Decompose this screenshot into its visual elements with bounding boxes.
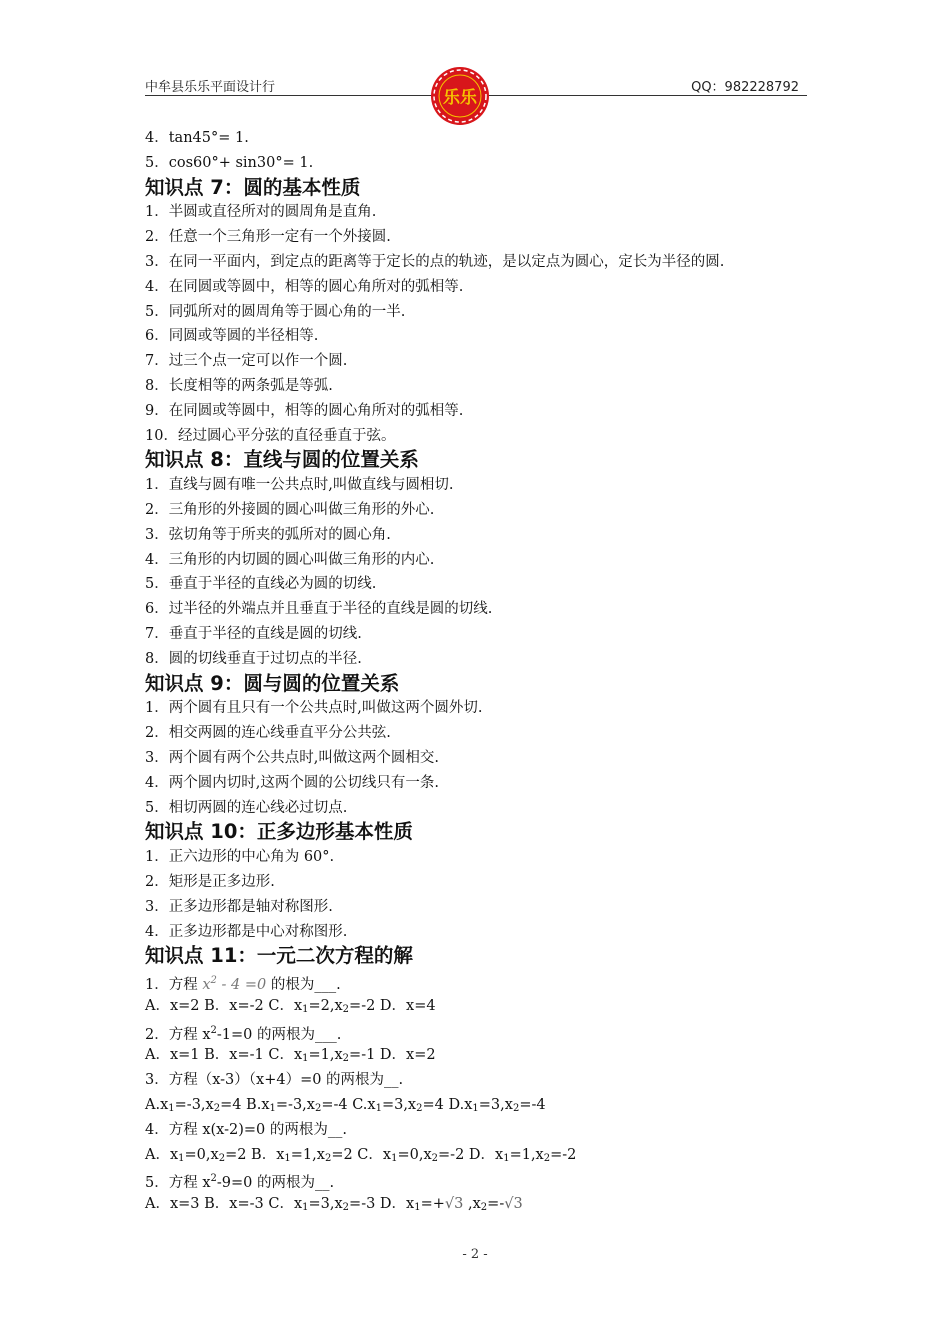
list-item: 4．在同圆或等圆中，相等的圆心角所对的弧相等. xyxy=(145,278,464,295)
list-item: 5．同弧所对的圆周角等于圆心角的一半. xyxy=(145,303,406,320)
list-item: 2．三角形的外接圆的圆心叫做三角形的外心. xyxy=(145,501,435,518)
list-item: 2．矩形是正多边形. xyxy=(145,873,275,890)
section-heading-9: 知识点 9：圆与圆的位置关系 xyxy=(145,671,400,695)
section-heading-8: 知识点 8：直线与圆的位置关系 xyxy=(145,448,419,472)
header-qq: QQ：982228792 xyxy=(691,80,799,95)
list-item: 3．在同一平面内，到定点的距离等于定长的点的轨迹，是以定点为圆心，定长为半径的圆. xyxy=(145,253,725,270)
list-item: 1．正六边形的中心角为 60°. xyxy=(145,849,335,866)
list-item: 7．垂直于半径的直线是圆的切线. xyxy=(145,625,362,642)
section-heading-7: 知识点 7：圆的基本性质 xyxy=(145,175,361,199)
text-line: 5．cos60°+ sin30°= 1. xyxy=(145,154,314,171)
list-item: 6．过半径的外端点并且垂直于半径的直线是圆的切线. xyxy=(145,601,493,618)
list-item: 1．两个圆有且只有一个公共点时,叫做这两个圆外切. xyxy=(145,700,483,717)
question-3-options: $A.x_1=-3,x_2=4$ $B.x_1=-3,x_2=-4$ $C.x_1=3,x_2=4$ $D.x_1=3,x_2=-4$ xyxy=(145,1097,546,1115)
question-4-options: A．$x_1=0,x_2=2$ B．$x_1=1,x_2=2$ C．$x_1=0,x_2=-2$ D．$x_1=1,x_2=-2$ xyxy=(145,1146,577,1164)
list-item: 8．长度相等的两条弧是等弧. xyxy=(145,377,333,394)
question-1: 1．方程 $x^2 - 4 =0$ 的根为___. xyxy=(145,975,341,994)
list-item: 3．弦切角等于所夹的弧所对的圆心角. xyxy=(145,526,391,543)
list-item: 10．经过圆心平分弦的直径垂直于弦。 xyxy=(145,427,396,444)
list-item: 1．直线与圆有唯一公共点时,叫做直线与圆相切. xyxy=(145,477,454,494)
question-5-options: A．x=3 B．x=-3 C．$x_1=3,x_2=-3$ D．$x_1=+√3$ $,x_2=-√3$ xyxy=(145,1196,523,1214)
sqrt-three: √3 xyxy=(444,1196,464,1213)
question-5: 5．方程 $x^2-9=0$ 的两根为__. xyxy=(145,1173,335,1192)
page-number: - 2 - xyxy=(462,1247,488,1262)
list-item: 4．两个圆内切时,这两个圆的公切线只有一条. xyxy=(145,774,439,791)
list-item: 3．两个圆有两个公共点时,叫做这两个圆相交. xyxy=(145,749,439,766)
list-item: 5．相切两圆的连心线必过切点. xyxy=(145,799,348,816)
list-item: 3．正多边形都是轴对称图形. xyxy=(145,898,333,915)
logo-text: 乐乐 xyxy=(443,88,477,108)
list-item: 1．半圆或直径所对的圆周角是直角. xyxy=(145,204,377,221)
section-heading-11: 知识点 11：一元二次方程的解 xyxy=(145,944,413,968)
question-1-options: A．x=2 B．x=-2 C．$x_1=2,x_2=-2$ D．x=4 xyxy=(145,997,436,1015)
section-heading-10: 知识点 10：正多边形基本性质 xyxy=(145,820,413,844)
question-2: 2．方程 $x^2-1=0$ 的两根为___. xyxy=(145,1024,342,1043)
header-company: 中牟县乐乐平面设计行 xyxy=(145,80,276,95)
list-item: 5．垂直于半径的直线必为圆的切线. xyxy=(145,576,377,593)
list-item: 4．三角形的内切圆的圆心叫做三角形的内心. xyxy=(145,551,435,568)
list-item: 2．相交两圆的连心线垂直平分公共弦. xyxy=(145,725,391,742)
list-item: 7．过三个点一定可以作一个圆. xyxy=(145,353,348,370)
question-2-options: A．x=1 B．x=-1 C．$x_1=1,x_2=-1$ D．x=2 xyxy=(145,1047,436,1065)
list-item: 6．同圆或等圆的半径相等. xyxy=(145,328,319,345)
sqrt-three: √3 xyxy=(504,1196,523,1213)
list-item: 2．任意一个三角形一定有一个外接圆. xyxy=(145,229,391,246)
text-line: 4．tan45°= 1. xyxy=(145,130,249,146)
list-item: 9．在同圆或等圆中，相等的圆心角所对的弧相等. xyxy=(145,402,464,419)
list-item: 4．正多边形都是中心对称图形. xyxy=(145,923,348,940)
logo-stamp xyxy=(429,65,491,127)
document-body xyxy=(145,126,810,1217)
question-3: 3．方程（x-3）（x+4）=0 的两根为__. xyxy=(145,1072,404,1089)
list-item: 8．圆的切线垂直于过切点的半径. xyxy=(145,650,362,667)
question-4: 4．方程 x(x-2)=0 的两根为__. xyxy=(145,1121,347,1138)
